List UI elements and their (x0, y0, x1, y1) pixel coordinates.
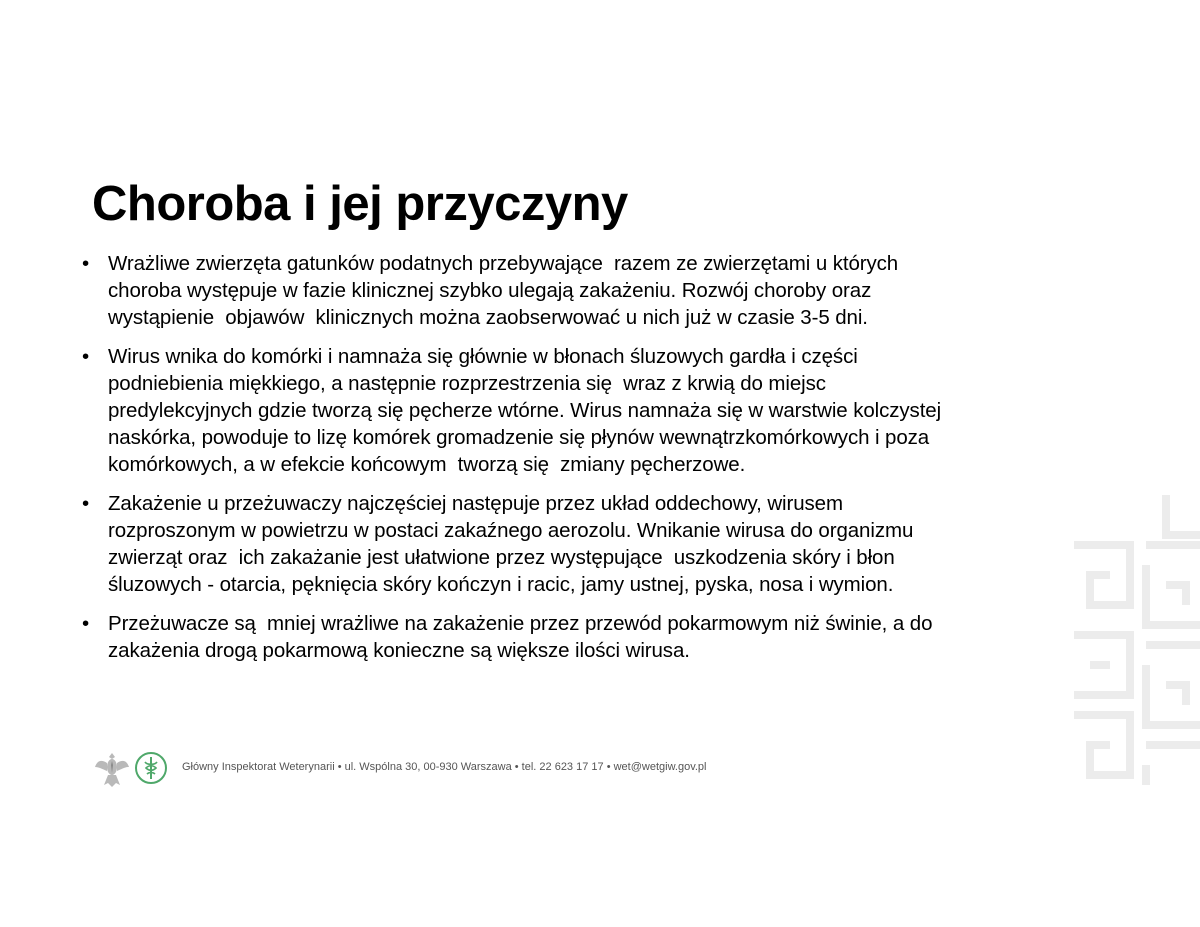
bullet-text-line: podniebienia miękkiego, a następnie rozprzestrzenia się wraz z krwią do miejsc (108, 372, 826, 395)
footer-contact-text: Główny Inspektorat Weterynarii • ul. Wspólna 30, 00-930 Warszawa • tel. 22 623 17 17 • wet@wetgiw.gov.pl (182, 761, 707, 773)
bullet-text-line: Przeżuwacze są mniej wrażliwe na zakażenie przez przewód pokarmowym niż świnie, a do (108, 612, 933, 635)
bullet-item (82, 490, 1102, 598)
bullet-item (82, 250, 1102, 331)
bullet-text-line: wystąpienie objawów klinicznych można zaobserwować u nich już w czasie 3-5 dni. (108, 306, 868, 329)
bullet-marker: • (82, 492, 90, 515)
bullet-text-line: Zakażenie u przeżuwaczy najczęściej następuje przez układ oddechowy, wirusem (108, 492, 843, 515)
polish-eagle-emblem-icon (94, 749, 130, 789)
bullet-item (82, 343, 1102, 478)
bullet-list (82, 250, 1102, 676)
veterinary-caduceus-icon (134, 751, 168, 785)
bullet-text-line: predylekcyjnych gdzie tworzą się pęcherze wtórne. Wirus namnaża się w warstwie kolczystej (108, 399, 942, 422)
bullet-marker: • (82, 252, 90, 275)
bullet-item (82, 610, 1102, 664)
bullet-text-line: zakażenia drogą pokarmową konieczne są większe ilości wirusa. (108, 639, 690, 662)
bullet-text-line: Wirus wnika do komórki i namnaża się głównie w błonach śluzowych gardła i części (108, 345, 858, 368)
bullet-text-line: Wrażliwe zwierzęta gatunków podatnych przebywające razem ze zwierzętami u których (108, 252, 899, 275)
bullet-text-line: komórkowych, a w efekcie końcowym tworzą się zmiany pęcherzowe. (108, 453, 746, 476)
bullet-text-line: śluzowych - otarcia, pęknięcia skóry kończyn i racic, jamy ustnej, pyska, nosa i wymion. (108, 573, 894, 596)
bullet-text-line: choroba występuje w fazie klinicznej szybko ulegają zakażeniu. Rozwój choroby oraz (108, 279, 872, 302)
footer (94, 749, 854, 789)
bullet-text-line: rozproszonym w powietrzu w postaci zakaźnego aerozolu. Wnikanie wirusa do organizmu (108, 519, 914, 542)
slide-title: Choroba i jej przyczyny (92, 177, 628, 231)
decorative-pattern-icon (1070, 495, 1200, 785)
bullet-text-line: naskórka, powoduje to lizę komórek gromadzenie się płynów wewnątrzkomórkowych i poza (108, 426, 930, 449)
bullet-marker: • (82, 612, 90, 635)
bullet-marker: • (82, 345, 90, 368)
bullet-text-line: zwierząt oraz ich zakażanie jest ułatwione przez występujące uszkodzenia skóry i błon (108, 546, 895, 569)
